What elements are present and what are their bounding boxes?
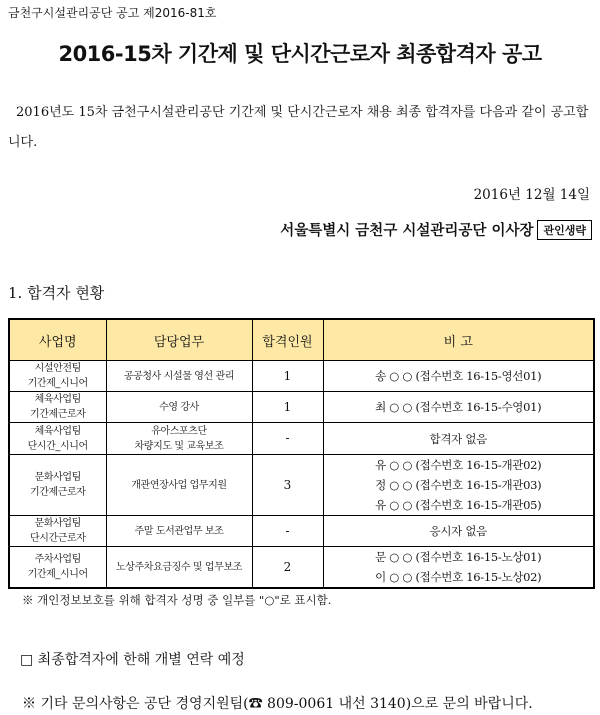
cell-duty: 공공청사 시설물 영선 관리 bbox=[106, 361, 252, 392]
table-header-row bbox=[9, 319, 594, 361]
cell-count: 3 bbox=[252, 455, 323, 516]
contact-note: □ 최종합격자에 한해 개별 연락 예정 bbox=[20, 652, 245, 668]
notice-number: 금천구시설관리공단 공고 제2016-81호 bbox=[8, 6, 217, 20]
table-row bbox=[9, 423, 594, 455]
cell-duty: 노상주차요금징수 및 업무보조 bbox=[106, 547, 252, 589]
issuer-line bbox=[280, 219, 592, 240]
header-dept: 사업명 bbox=[9, 319, 106, 361]
table-row bbox=[9, 455, 594, 516]
cell-duty: 개관연장사업 업무지원 bbox=[106, 455, 252, 516]
header-duty: 담당업무 bbox=[106, 319, 252, 361]
remark-line: 최 ○ ○ (접수번호 16-15-수영01) bbox=[375, 400, 542, 414]
cell-duty: 수영 강사 bbox=[106, 392, 252, 423]
cell-dept: 시설안전팀 기간제_시니어 bbox=[9, 361, 106, 392]
issuer-name: 서울특별시 금천구 시설관리공단 이사장 bbox=[280, 223, 534, 239]
cell-duty: 주말 도서관업무 보조 bbox=[106, 516, 252, 547]
cell-dept: 체육사업팀 기간제근로자 bbox=[9, 392, 106, 423]
remark-line: 정 ○ ○ (접수번호 16-15-개관03) bbox=[375, 478, 542, 492]
remark-line: 이 ○ ○ (접수번호 16-15-노상02) bbox=[375, 570, 542, 584]
notice-date: 2016년 12월 14일 bbox=[473, 187, 590, 203]
table-row bbox=[9, 547, 594, 589]
table-row bbox=[9, 516, 594, 547]
cell-dept: 체육사업팀 단시간_시니어 bbox=[9, 423, 106, 455]
page-title: 2016-15차 기간제 및 단시간근로자 최종합격자 공고 bbox=[58, 42, 542, 66]
cell-count: - bbox=[252, 516, 323, 547]
section-title: 1. 합격자 현황 bbox=[8, 284, 105, 302]
results-table bbox=[8, 318, 595, 589]
cell-count: 1 bbox=[252, 392, 323, 423]
remark-line: 유 ○ ○ (접수번호 16-15-개관02) bbox=[375, 458, 542, 472]
header-count: 합격인원 bbox=[252, 319, 323, 361]
remark-line: 합격자 없음 bbox=[429, 431, 487, 446]
cell-count: 2 bbox=[252, 547, 323, 589]
remark-line: 응시자 없음 bbox=[429, 524, 487, 538]
cell-remarks bbox=[323, 516, 594, 547]
remark-line: 송 ○ ○ (접수번호 16-15-영선01) bbox=[375, 369, 542, 383]
cell-dept: 문화사업팀 기간제근로자 bbox=[9, 455, 106, 516]
cell-dept: 문화사업팀 단시간근로자 bbox=[9, 516, 106, 547]
cell-duty: 유아스포츠단 차량지도 및 교육보조 bbox=[106, 423, 252, 455]
cell-dept: 주차사업팀 기간제_시니어 bbox=[9, 547, 106, 589]
cell-remarks bbox=[323, 423, 594, 455]
remark-line: 문 ○ ○ (접수번호 16-15-노상01) bbox=[375, 550, 542, 564]
inquiry-note: ※ 기타 문의사항은 공단 경영지원팀(☎ 809-0061 내선 3140)으로 문의 바랍니다. bbox=[22, 696, 533, 712]
seal-omitted-stamp: 관인생략 bbox=[537, 220, 592, 240]
remark-line: 유 ○ ○ (접수번호 16-15-개관05) bbox=[375, 498, 542, 512]
table-row bbox=[9, 361, 594, 392]
cell-count: - bbox=[252, 423, 323, 455]
cell-remarks bbox=[323, 547, 594, 589]
intro-paragraph: 2016년도 15차 금천구시설관리공단 기간제 및 단시간근로자 채용 최종 합격자를 다음과 같이 공고합니다. bbox=[8, 105, 589, 150]
cell-remarks bbox=[323, 361, 594, 392]
header-remarks: 비 고 bbox=[323, 319, 594, 361]
cell-count: 1 bbox=[252, 361, 323, 392]
masking-note: ※ 개인정보보호를 위해 합격자 성명 중 일부를 "○"로 표시함. bbox=[22, 593, 332, 607]
cell-remarks bbox=[323, 455, 594, 516]
cell-remarks bbox=[323, 392, 594, 423]
table-row bbox=[9, 392, 594, 423]
